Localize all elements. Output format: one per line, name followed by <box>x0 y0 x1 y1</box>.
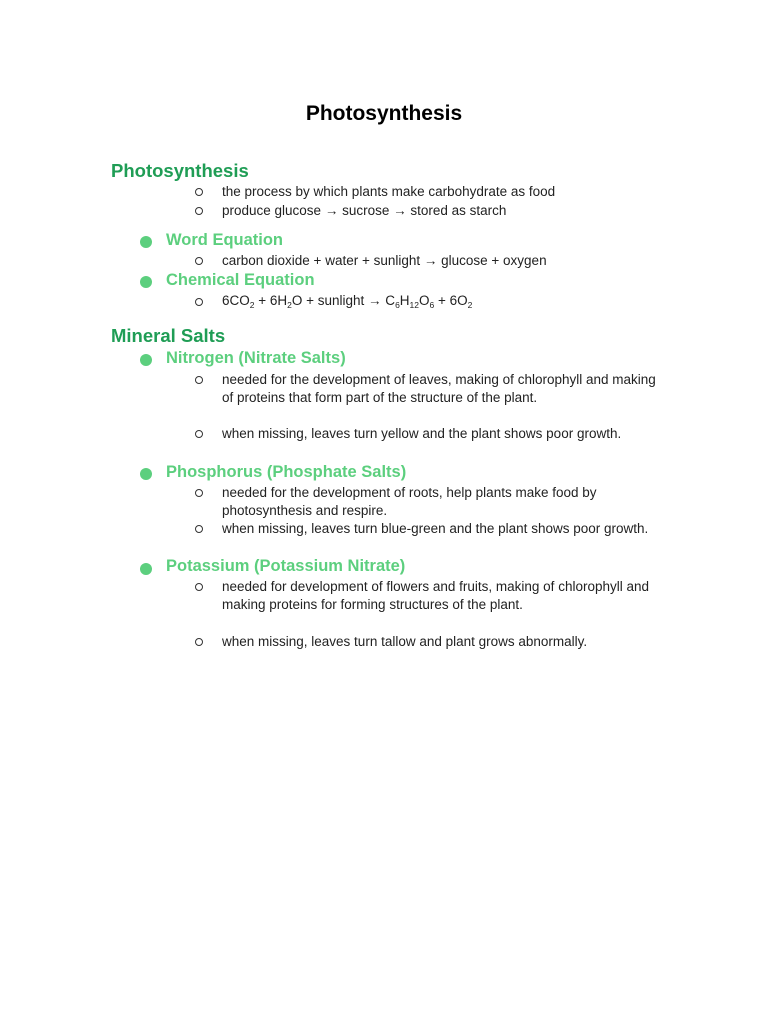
list-item: needed for the development of leaves, making of chlorophyll and making of proteins that form part of the structure of the plant. <box>222 372 656 406</box>
list-item: when missing, leaves turn blue-green and the plant shows poor growth. <box>222 521 649 536</box>
hollow-bullet-icon <box>195 257 203 265</box>
hollow-bullet-icon <box>195 188 203 196</box>
list-item: the process by which plants make carbohydrate as food <box>222 184 556 199</box>
subheading-nitrogen: Nitrogen (Nitrate Salts) <box>166 349 346 367</box>
filled-bullet-icon <box>140 236 152 248</box>
subheading-potassium: Potassium (Potassium Nitrate) <box>166 557 406 575</box>
equation-part: + 6H <box>254 293 288 308</box>
equation-subscript: 12 <box>409 300 420 310</box>
word-equation-text: carbon dioxide + water + sunlight → glucose + oxygen <box>222 253 547 268</box>
equation-subscript: 2 <box>287 300 292 310</box>
section-heading-mineral-salts: Mineral Salts <box>111 325 226 346</box>
equation-part: + 6O <box>434 293 468 308</box>
equation-part: O <box>419 293 430 308</box>
hollow-bullet-icon <box>195 207 203 215</box>
hollow-bullet-icon <box>195 638 203 646</box>
list-item: when missing, leaves turn yellow and the plant shows poor growth. <box>222 426 622 441</box>
list-item: needed for the development of roots, help plants make food by photosynthesis and respire. <box>222 485 597 519</box>
hollow-bullet-icon <box>195 298 203 306</box>
hollow-bullet-icon <box>195 525 203 533</box>
subheading-chemical-equation: Chemical Equation <box>166 271 315 289</box>
list-item: needed for development of flowers and fruits, making of chlorophyll and making proteins for forming structures of the plant. <box>222 579 649 613</box>
hollow-bullet-icon <box>195 376 203 384</box>
section-heading-photosynthesis: Photosynthesis <box>111 160 249 181</box>
subheading-word-equation: Word Equation <box>166 231 284 249</box>
equation-subscript: 6 <box>395 300 400 310</box>
subheading-phosphorus: Phosphorus (Phosphate Salts) <box>166 463 407 481</box>
hollow-bullet-icon <box>195 489 203 497</box>
equation-subscript: 6 <box>429 300 435 310</box>
equation-part: 6CO <box>222 293 250 308</box>
equation-subscript: 2 <box>467 300 473 310</box>
equation-part: O + sunlight → C <box>291 293 396 308</box>
list-item: produce glucose → sucrose → stored as starch <box>222 203 507 218</box>
filled-bullet-icon <box>140 276 152 288</box>
list-item: when missing, leaves turn tallow and plant grows abnormally. <box>222 634 588 649</box>
equation-subscript: 2 <box>249 300 255 310</box>
equation-part: H <box>399 293 410 308</box>
hollow-bullet-icon <box>195 583 203 591</box>
filled-bullet-icon <box>140 563 152 575</box>
hollow-bullet-icon <box>195 430 203 438</box>
filled-bullet-icon <box>140 468 152 480</box>
document-title: Photosynthesis <box>305 102 463 125</box>
filled-bullet-icon <box>140 354 152 366</box>
chemical-equation-text <box>222 292 662 310</box>
